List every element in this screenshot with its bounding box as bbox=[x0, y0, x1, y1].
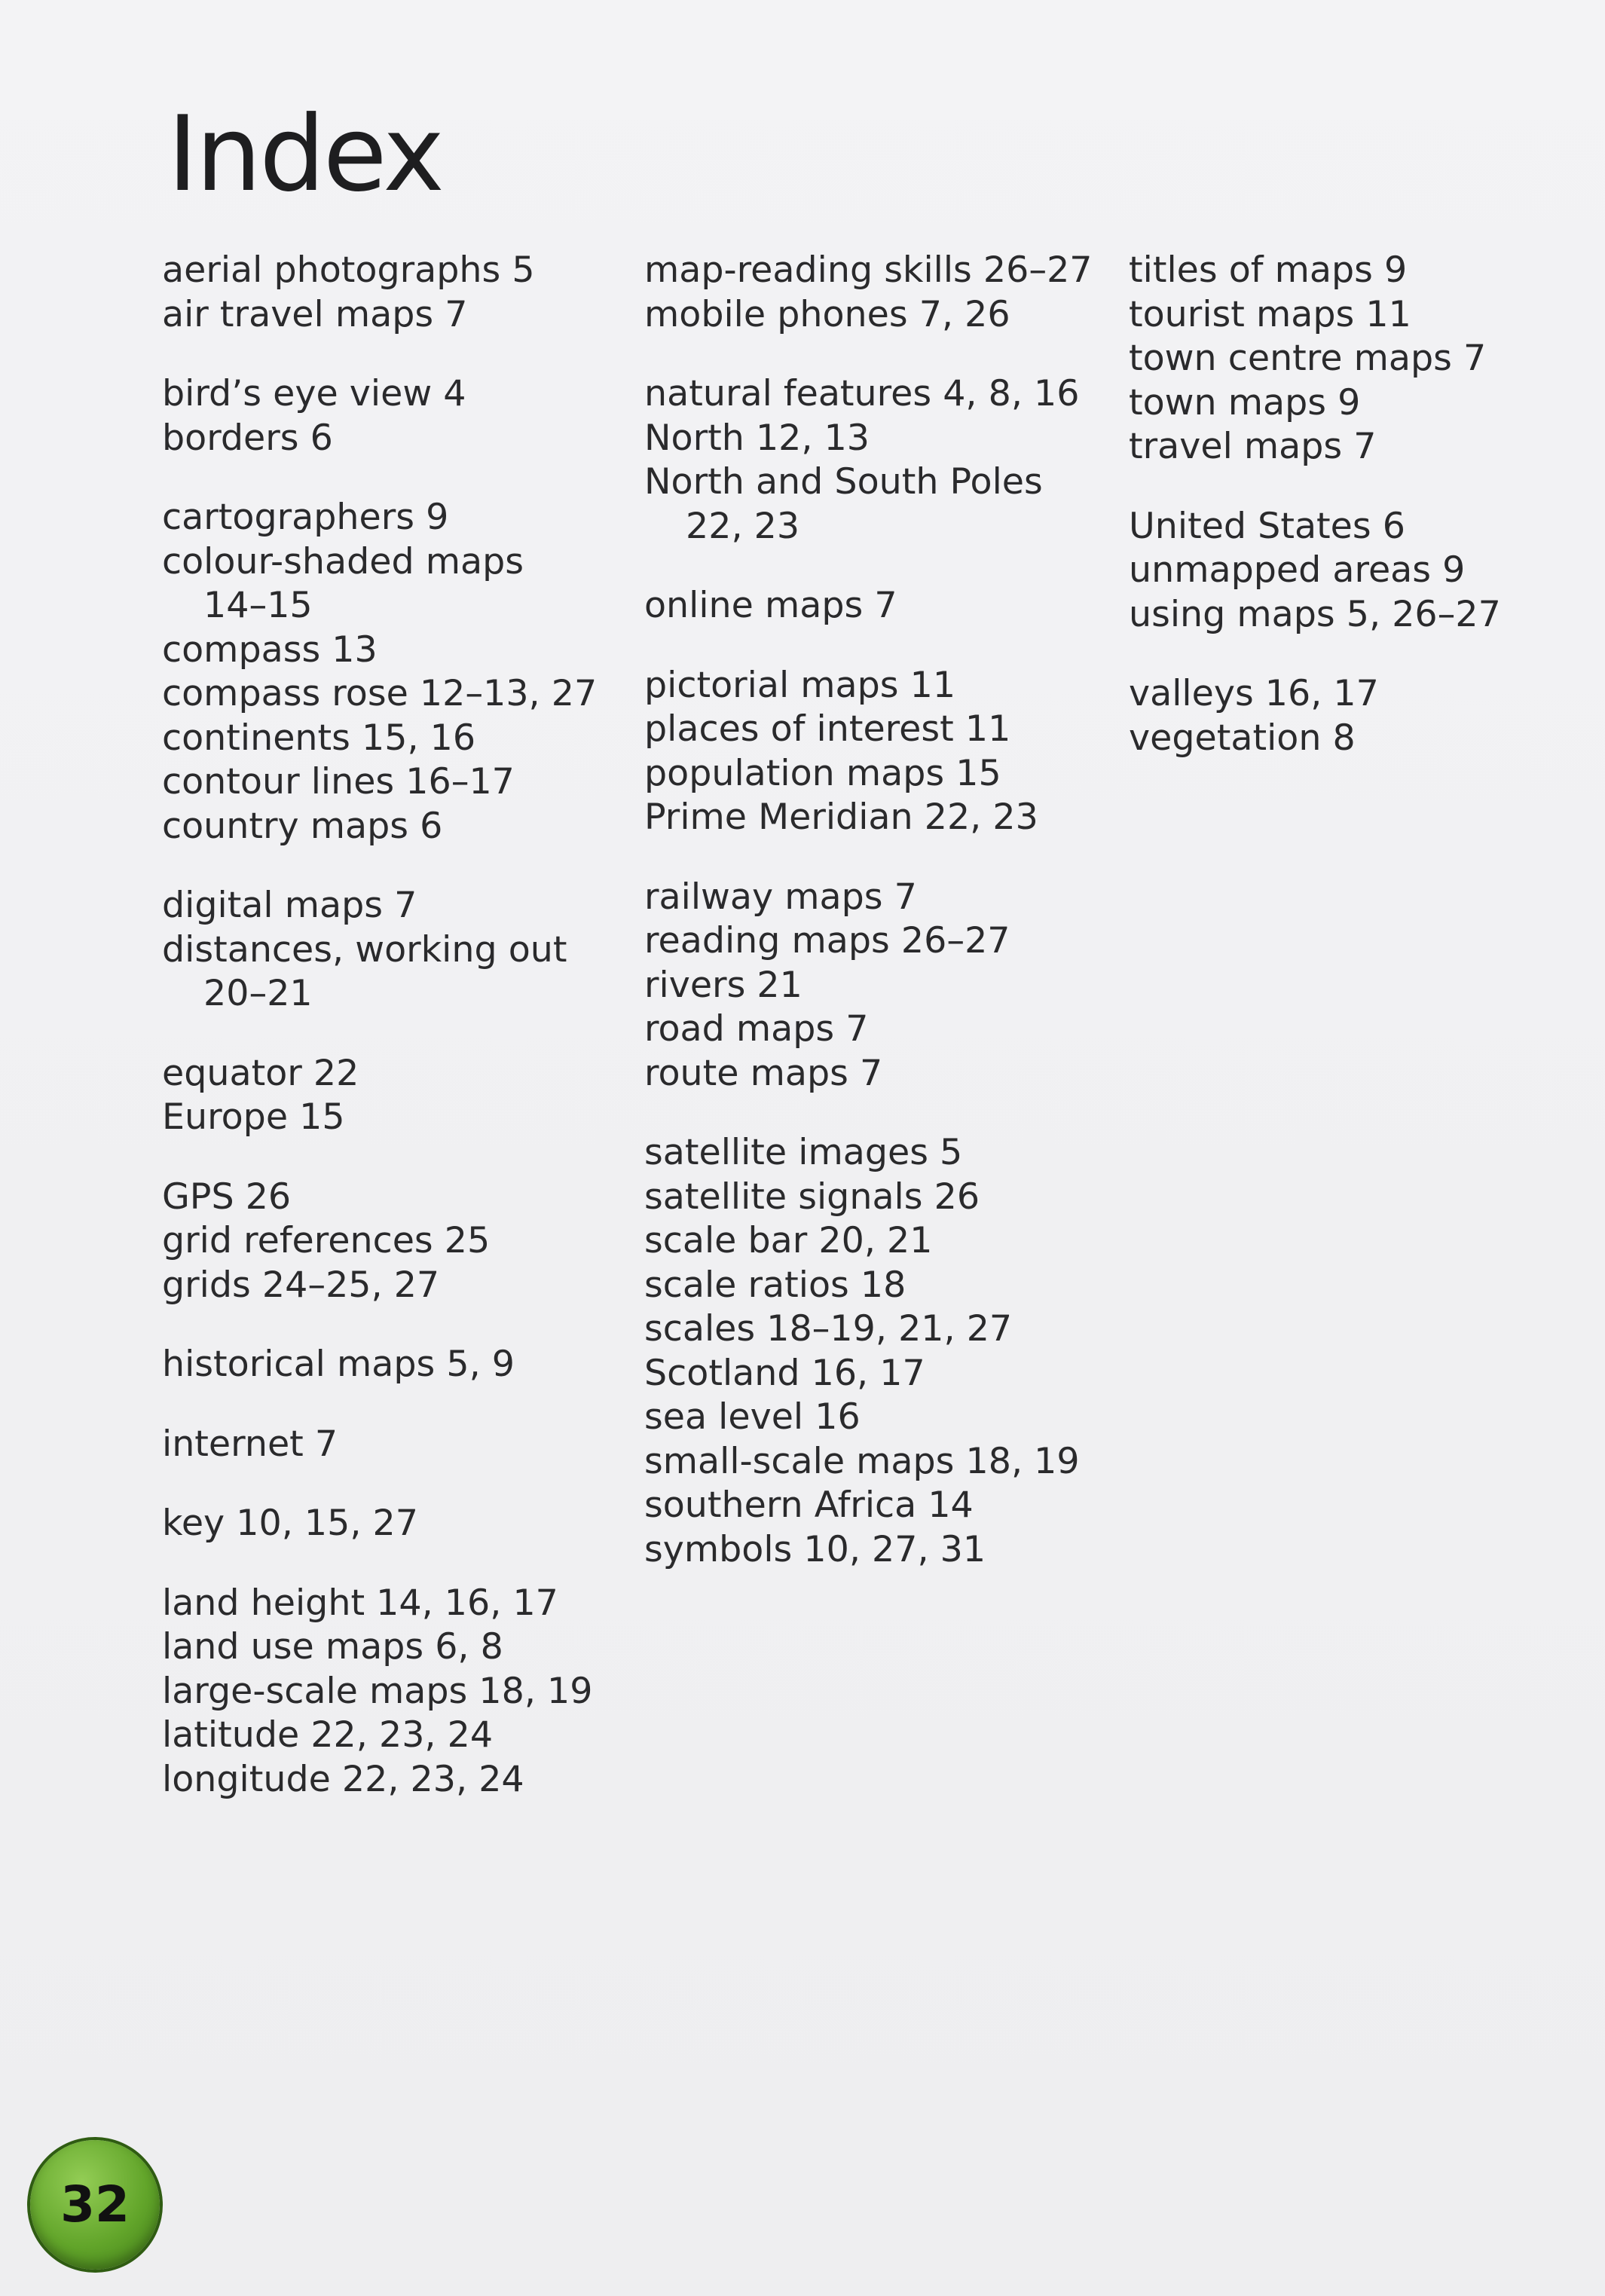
index-entry-text: North and South Poles bbox=[644, 461, 1043, 503]
index-entry bbox=[644, 372, 1093, 417]
index-entry bbox=[162, 1219, 597, 1264]
index-letter-group bbox=[162, 1176, 597, 1308]
index-entry-text: road maps 7 bbox=[644, 1008, 869, 1050]
index-entry bbox=[162, 1423, 597, 1467]
index-entry bbox=[162, 884, 597, 928]
index-entry-text: digital maps 7 bbox=[162, 885, 417, 926]
index-letter-group bbox=[162, 1343, 597, 1387]
index-entry-text: longitude 22, 23, 24 bbox=[162, 1758, 524, 1800]
index-letter-group bbox=[644, 876, 1093, 1096]
index-entry-text: small-scale maps 18, 19 bbox=[644, 1440, 1080, 1482]
index-entry-text: aerial photographs 5 bbox=[162, 249, 535, 291]
index-entry bbox=[162, 540, 597, 628]
index-entry bbox=[644, 752, 1093, 796]
index-entry-text: contour lines 16–17 bbox=[162, 761, 515, 803]
index-entry bbox=[162, 293, 597, 338]
index-entry-text: vegetation 8 bbox=[1129, 717, 1356, 759]
index-entry-text: population maps 15 bbox=[644, 752, 1001, 794]
index-entry-text: equator 22 bbox=[162, 1052, 359, 1094]
index-entry-text: compass 13 bbox=[162, 628, 378, 671]
index-entry-text: symbols 10, 27, 31 bbox=[644, 1528, 986, 1570]
index-entry-text: air travel maps 7 bbox=[162, 293, 468, 335]
index-entry bbox=[162, 249, 597, 293]
index-letter-group bbox=[644, 1131, 1093, 1572]
index-entry-text: sea level 16 bbox=[644, 1396, 861, 1438]
index-letter-group bbox=[1129, 505, 1501, 637]
index-entry-text: grids 24–25, 27 bbox=[162, 1264, 440, 1306]
index-entry-text: satellite signals 26 bbox=[644, 1176, 980, 1218]
index-entry bbox=[162, 1343, 597, 1387]
index-entry-text: compass rose 12–13, 27 bbox=[162, 673, 598, 714]
index-entry bbox=[644, 1052, 1093, 1096]
index-entry bbox=[1129, 717, 1501, 761]
index-entry bbox=[644, 796, 1093, 840]
index-entry bbox=[162, 1625, 597, 1670]
index-entry-text: town maps 9 bbox=[1129, 381, 1361, 423]
index-column-2 bbox=[644, 249, 1093, 1607]
page-number: 32 bbox=[60, 2175, 130, 2233]
index-entry-text: southern Africa 14 bbox=[644, 1484, 974, 1526]
index-entry-text: historical maps 5, 9 bbox=[162, 1344, 515, 1385]
index-entry-text: scales 18–19, 21, 27 bbox=[644, 1308, 1013, 1350]
index-entry bbox=[162, 417, 597, 461]
index-entry bbox=[162, 1714, 597, 1758]
index-entry-text: colour-shaded maps bbox=[162, 540, 524, 582]
index-entry-text: places of interest 11 bbox=[644, 708, 1011, 750]
index-entry-text: scale bar 20, 21 bbox=[644, 1220, 933, 1261]
index-letter-group bbox=[1129, 249, 1501, 469]
index-letter-group bbox=[162, 372, 597, 460]
index-entry-continuation: 20–21 bbox=[203, 973, 313, 1014]
index-entry bbox=[162, 672, 597, 717]
index-entry bbox=[162, 760, 597, 805]
index-entry-continuation: 22, 23 bbox=[686, 505, 800, 547]
index-entry-text: map-reading skills 26–27 bbox=[644, 249, 1093, 291]
index-entry bbox=[1129, 505, 1501, 549]
index-entry-text: internet 7 bbox=[162, 1423, 338, 1465]
page-title: Index bbox=[167, 93, 442, 215]
index-entry bbox=[644, 1307, 1093, 1352]
index-entry-text: cartographers 9 bbox=[162, 497, 449, 538]
index-letter-group bbox=[162, 1502, 597, 1546]
index-entry-text: natural features 4, 8, 16 bbox=[644, 373, 1080, 414]
index-entry bbox=[644, 708, 1093, 752]
index-letter-group bbox=[644, 664, 1093, 840]
index-entry-text: continents 15, 16 bbox=[162, 717, 476, 759]
index-letter-group bbox=[162, 249, 597, 337]
index-entry bbox=[644, 919, 1093, 964]
index-entry bbox=[644, 964, 1093, 1008]
index-entry bbox=[1129, 425, 1501, 469]
index-entry bbox=[644, 1528, 1093, 1573]
index-letter-group bbox=[644, 584, 1093, 628]
index-letter-group bbox=[162, 1052, 597, 1140]
index-entry-text: railway maps 7 bbox=[644, 876, 917, 918]
index-entry bbox=[162, 1052, 597, 1096]
index-entry bbox=[1129, 593, 1501, 637]
index-entry-text: mobile phones 7, 26 bbox=[644, 293, 1010, 335]
index-entry bbox=[162, 628, 597, 673]
index-entry bbox=[162, 1582, 597, 1626]
index-entry bbox=[644, 1219, 1093, 1264]
index-entry-text: scale ratios 18 bbox=[644, 1264, 906, 1306]
index-entry bbox=[1129, 381, 1501, 426]
index-entry bbox=[644, 584, 1093, 628]
index-entry-text: key 10, 15, 27 bbox=[162, 1503, 418, 1544]
index-entry-text: unmapped areas 9 bbox=[1129, 549, 1466, 591]
index-entry-text: borders 6 bbox=[162, 417, 333, 459]
index-entry-text: titles of maps 9 bbox=[1129, 249, 1408, 291]
page-number-badge bbox=[30, 2140, 160, 2270]
index-entry bbox=[644, 1352, 1093, 1396]
index-entry-text: route maps 7 bbox=[644, 1052, 883, 1094]
index-entry-text: land use maps 6, 8 bbox=[162, 1626, 503, 1668]
show-through-background bbox=[919, 113, 1582, 203]
index-entry bbox=[644, 876, 1093, 920]
index-entry bbox=[644, 1396, 1093, 1440]
index-letter-group bbox=[644, 372, 1093, 549]
index-entry bbox=[1129, 672, 1501, 717]
index-entry bbox=[162, 717, 597, 761]
index-entry bbox=[644, 417, 1093, 461]
index-letter-group bbox=[162, 884, 597, 1017]
index-entry-text: GPS 26 bbox=[162, 1176, 292, 1218]
index-letter-group bbox=[162, 1582, 597, 1802]
index-entry-text: Europe 15 bbox=[162, 1096, 345, 1138]
index-letter-group bbox=[644, 249, 1093, 337]
index-entry-text: land height 14, 16, 17 bbox=[162, 1582, 558, 1624]
index-entry-text: rivers 21 bbox=[644, 964, 802, 1006]
index-entry bbox=[1129, 249, 1501, 293]
index-entry bbox=[644, 1440, 1093, 1484]
index-entry bbox=[162, 496, 597, 540]
index-entry bbox=[162, 1096, 597, 1140]
index-entry-text: United States 6 bbox=[1129, 505, 1405, 547]
index-entry bbox=[1129, 293, 1501, 338]
index-entry bbox=[644, 1007, 1093, 1052]
index-entry-text: Scotland 16, 17 bbox=[644, 1352, 925, 1394]
index-entry bbox=[644, 1484, 1093, 1528]
index-entry-text: North 12, 13 bbox=[644, 417, 870, 459]
index-entry-text: online maps 7 bbox=[644, 585, 897, 626]
index-letter-group bbox=[1129, 672, 1501, 760]
index-entry bbox=[162, 805, 597, 849]
index-entry-text: grid references 25 bbox=[162, 1220, 491, 1261]
index-entry-text: latitude 22, 23, 24 bbox=[162, 1714, 494, 1756]
index-entry-text: using maps 5, 26–27 bbox=[1129, 593, 1501, 635]
index-entry-text: town centre maps 7 bbox=[1129, 338, 1487, 379]
index-entry-text: valleys 16, 17 bbox=[1129, 673, 1379, 714]
index-entry-text: pictorial maps 11 bbox=[644, 664, 956, 706]
index-entry-text: country maps 6 bbox=[162, 805, 443, 847]
index-entry bbox=[644, 1264, 1093, 1308]
index-entry bbox=[644, 249, 1093, 293]
index-letter-group bbox=[162, 1423, 597, 1467]
index-column-1 bbox=[162, 249, 597, 1837]
index-letter-group bbox=[162, 496, 597, 848]
index-entry bbox=[162, 1502, 597, 1546]
index-entry bbox=[162, 928, 597, 1017]
index-column-3 bbox=[1129, 249, 1501, 796]
index-entry-text: satellite images 5 bbox=[644, 1132, 963, 1173]
index-entry bbox=[1129, 337, 1501, 381]
index-entry bbox=[162, 1176, 597, 1220]
index-entry bbox=[644, 460, 1093, 549]
index-entry-text: travel maps 7 bbox=[1129, 426, 1377, 467]
index-entry bbox=[644, 664, 1093, 708]
index-entry bbox=[162, 372, 597, 417]
index-entry-text: reading maps 26–27 bbox=[644, 920, 1010, 962]
index-entry bbox=[1129, 549, 1501, 593]
index-entry bbox=[644, 1176, 1093, 1220]
index-entry-text: Prime Meridian 22, 23 bbox=[644, 796, 1038, 838]
index-entry-text: distances, working out bbox=[162, 928, 567, 971]
index-entry-text: tourist maps 11 bbox=[1129, 293, 1411, 335]
index-entry bbox=[644, 293, 1093, 338]
index-entry bbox=[644, 1131, 1093, 1176]
index-entry-text: large-scale maps 18, 19 bbox=[162, 1670, 593, 1712]
index-entry bbox=[162, 1264, 597, 1308]
index-entry bbox=[162, 1758, 597, 1802]
index-entry-continuation: 14–15 bbox=[203, 585, 313, 626]
index-entry bbox=[162, 1670, 597, 1714]
index-entry-text: bird’s eye view 4 bbox=[162, 373, 466, 414]
